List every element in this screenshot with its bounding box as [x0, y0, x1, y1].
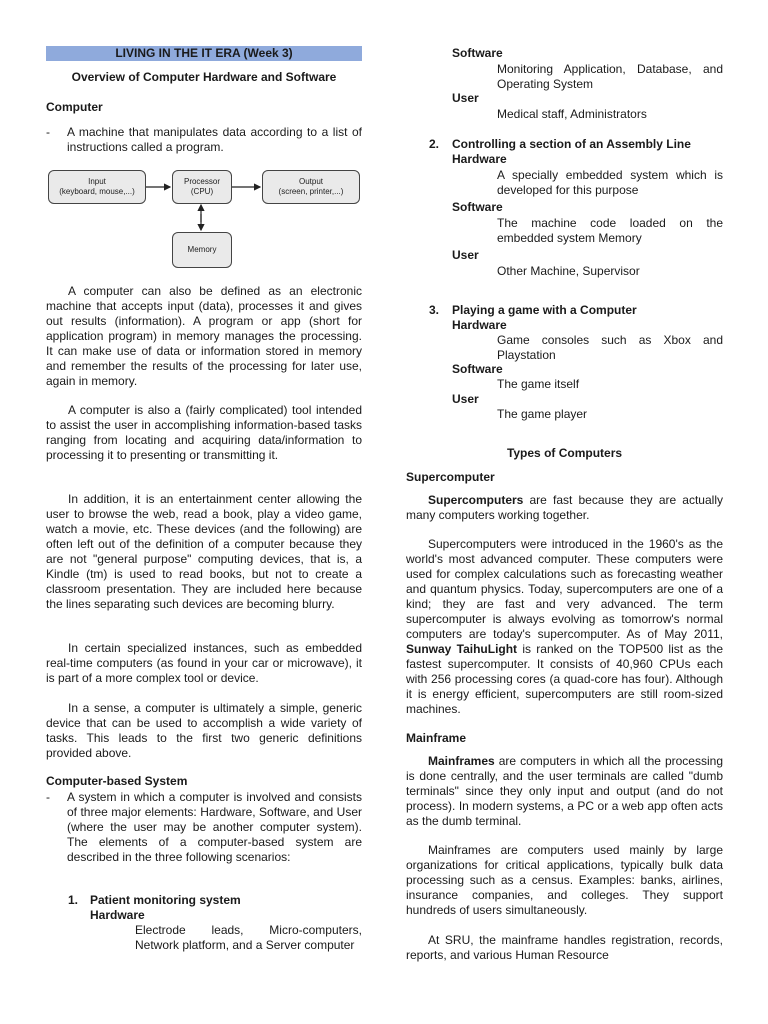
paragraph-tool: A computer is also a (fairly complicated) tool intended to assist the user in accomplishing information-based tasks ranging from locating and acquiring data/information to processing it to presenting or transmitting it. [46, 403, 362, 462]
mainframe-p1-text: are computers in which all the processing is done centrally, and the user terminals are called "dumb terminals" since they only input and output (and do not process). In modern systems, a PC or a web app often acts as the dumb terminal. [406, 754, 723, 828]
supercomputer-p2-text-b: is ranked on the TOP500 list as the fastest supercomputer. It consists of 40,960 CPUs each with 256 processing cores (a quad-core has four). Although it is energy efficient, supercomputers are still room-sized machines. [406, 642, 723, 716]
processor-box-title: Processor [183, 177, 220, 186]
scenario-3-hardware-label: Hardware [452, 318, 507, 332]
scenario-3-software: The game itself [497, 377, 580, 391]
scenario-1-user-label: User [452, 91, 479, 105]
scenario-2-software-label: Software [452, 200, 503, 214]
page-title: Overview of Computer Hardware and Software [71, 70, 337, 84]
supercomputer-paragraph-2 [406, 537, 723, 717]
paragraph-definition: A computer can also be defined as an electronic machine that accepts input (data), processes it and gives out results (information). A program or app (short for application program) in memory manages the processing. It can make use of data or information stored in memory and remember the results of the processing for later use, again in memory. [46, 284, 362, 388]
scenario-3-user: The game player [497, 407, 588, 421]
scenario-2-title: Controlling a section of an Assembly Line [452, 137, 691, 151]
computer-heading: Computer [46, 100, 103, 114]
computer-definition: A machine that manipulates data according to a list of instructions called a program. [67, 125, 362, 154]
scenario-1-title: Patient monitoring system [90, 893, 241, 907]
scenario-1-user: Medical staff, Administrators [497, 107, 647, 121]
course-banner: LIVING IN THE IT ERA (Week 3) [46, 46, 362, 61]
paragraph-generic: In a sense, a computer is ultimately a simple, generic device that can be used to accomplish a wide variety of tasks. This leads to the first two generic definitions provided above. [46, 701, 362, 760]
scenario-1-software: Monitoring Application, Database, and Operating System [497, 62, 723, 91]
supercomputer-p2-text-a: Supercomputers were introduced in the 1960's as the world's most advanced computer. These computers were used for complex calculations such as forecasting weather and quantum physics. Today, supercomputers are one of a kind; they are fast and very advanced. The term supercomputer is always evolving as tomorrow's normal computers are today's supercomputer. As of May 2011, [406, 537, 723, 641]
mainframes-term: Mainframes [428, 754, 495, 768]
memory-box-title: Memory [187, 245, 217, 254]
paragraph-entertainment: In addition, it is an entertainment center allowing the user to browse the web, read a book, play a video game, watch a movie, etc. These devices (and the following) are often left out of the definition of a computer because they are not "general purpose" computing devices, that is, a Kindle (tm) is used to read books, but not to create a classroom presentation. They are included here because the lines separating such devices are becoming blurry. [46, 492, 362, 611]
bullet-dash: - [46, 125, 50, 139]
cbs-definition: A system in which a computer is involved and consists of three major elements: Hardware, Software, and User (where the user may be another computer system). The elements of a computer-based system are described in the three following scenarios: [67, 790, 362, 864]
scenario-3-title: Playing a game with a Computer [452, 303, 637, 317]
processor-box-subtitle: (CPU) [190, 187, 214, 196]
input-box-title: Input [88, 177, 106, 186]
output-box-examples: (screen, printer,...) [278, 187, 344, 196]
scenario-3-software-label: Software [452, 362, 503, 376]
scenario-2-hardware: A specially embedded system which is developed for this purpose [497, 168, 723, 197]
scenario-1-software-label: Software [452, 46, 503, 60]
scenario-3-number: 3. [429, 303, 440, 317]
supercomputer-heading: Supercomputer [406, 470, 495, 484]
scenario-2-user-label: User [452, 248, 479, 262]
paragraph-embedded: In certain specialized instances, such as embedded real-time computers (as found in your car or microwave), it is part of a more complex tool or device. [46, 641, 362, 685]
scenario-2-user: Other Machine, Supervisor [497, 264, 640, 278]
mainframe-paragraph-1 [406, 754, 723, 829]
supercomputer-paragraph-1 [406, 493, 723, 523]
scenario-2-number: 2. [429, 137, 440, 151]
scenario-1-hardware: Electrode leads, Micro-computers, Network platform, and a Server computer [135, 923, 362, 952]
mainframe-paragraph-2: Mainframes are computers used mainly by large organizations for critical applications, typically bulk data processing such as a census. Examples: banks, airlines, insurance companies, and colleges. They support hundreds of users simultaneously. [406, 843, 723, 917]
mainframe-paragraph-3: At SRU, the mainframe handles registration, records, reports, and various Human Resource [406, 933, 723, 962]
bullet-dash: - [46, 790, 50, 804]
supercomputers-term: Supercomputers [428, 493, 524, 507]
scenario-2-hardware-label: Hardware [452, 152, 507, 166]
scenario-3-hardware: Game consoles such as Xbox and Playstation [497, 333, 723, 362]
input-box-examples: (keyboard, mouse,...) [59, 187, 135, 196]
supercomputer-p1-text: are fast because they are actually many computers working together. [406, 493, 723, 522]
scenario-1-hardware-label: Hardware [90, 908, 145, 922]
scenario-2-software: The machine code loaded on the embedded system Memory [497, 216, 723, 245]
cbs-heading: Computer-based System [46, 774, 188, 788]
scenario-1-number: 1. [68, 893, 79, 907]
sunway-taihulight-term: Sunway TaihuLight [406, 642, 518, 656]
scenario-3-user-label: User [452, 392, 479, 406]
output-box-title: Output [298, 177, 323, 186]
mainframe-heading: Mainframe [406, 731, 467, 745]
types-heading: Types of Computers [506, 446, 623, 460]
